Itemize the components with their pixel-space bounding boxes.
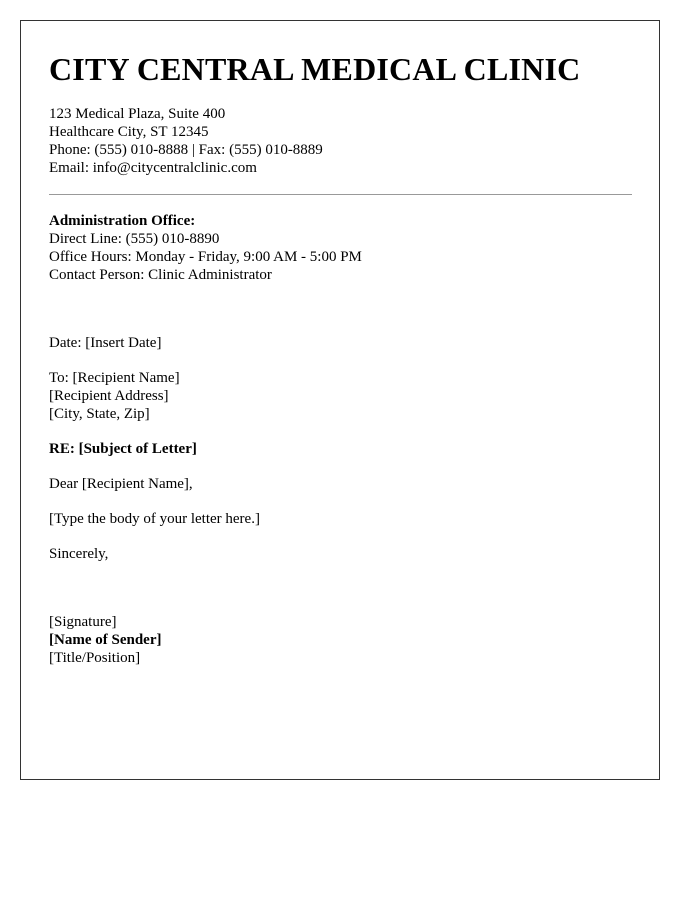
salutation: Dear [Recipient Name], — [49, 476, 193, 492]
letter-page — [20, 20, 660, 780]
admin-office-heading: Administration Office: — [49, 213, 196, 229]
direct-line: Direct Line: (555) 010-8890 — [49, 231, 220, 247]
signature-placeholder: [Signature] — [49, 614, 117, 630]
email-line: Email: info@citycentralclinic.com — [49, 160, 257, 176]
recipient-block — [49, 369, 631, 423]
header-divider — [49, 194, 632, 195]
phone-fax-line: Phone: (555) 010-8888 | Fax: (555) 010-8889 — [49, 142, 323, 158]
office-hours: Office Hours: Monday - Friday, 9:00 AM - 5:00 PM — [49, 249, 362, 265]
sender-title: [Title/Position] — [49, 650, 141, 666]
admin-office-block — [49, 212, 631, 284]
recipient-name: To: [Recipient Name] — [49, 370, 180, 386]
letter-body: [Type the body of your letter here.] — [49, 511, 260, 527]
clinic-name-heading: CITY CENTRAL MEDICAL CLINIC — [49, 51, 581, 87]
signature-block — [49, 613, 631, 667]
contact-person: Contact Person: Clinic Administrator — [49, 267, 272, 283]
address-line-2: Healthcare City, ST 12345 — [49, 124, 209, 140]
clinic-address-block — [49, 105, 631, 177]
letter-date: Date: [Insert Date] — [49, 335, 162, 351]
address-line-1: 123 Medical Plaza, Suite 400 — [49, 106, 226, 122]
subject-line: RE: [Subject of Letter] — [49, 441, 197, 457]
sender-name: [Name of Sender] — [49, 632, 162, 648]
recipient-address: [Recipient Address] — [49, 388, 169, 404]
closing: Sincerely, — [49, 546, 109, 562]
recipient-city: [City, State, Zip] — [49, 406, 150, 422]
